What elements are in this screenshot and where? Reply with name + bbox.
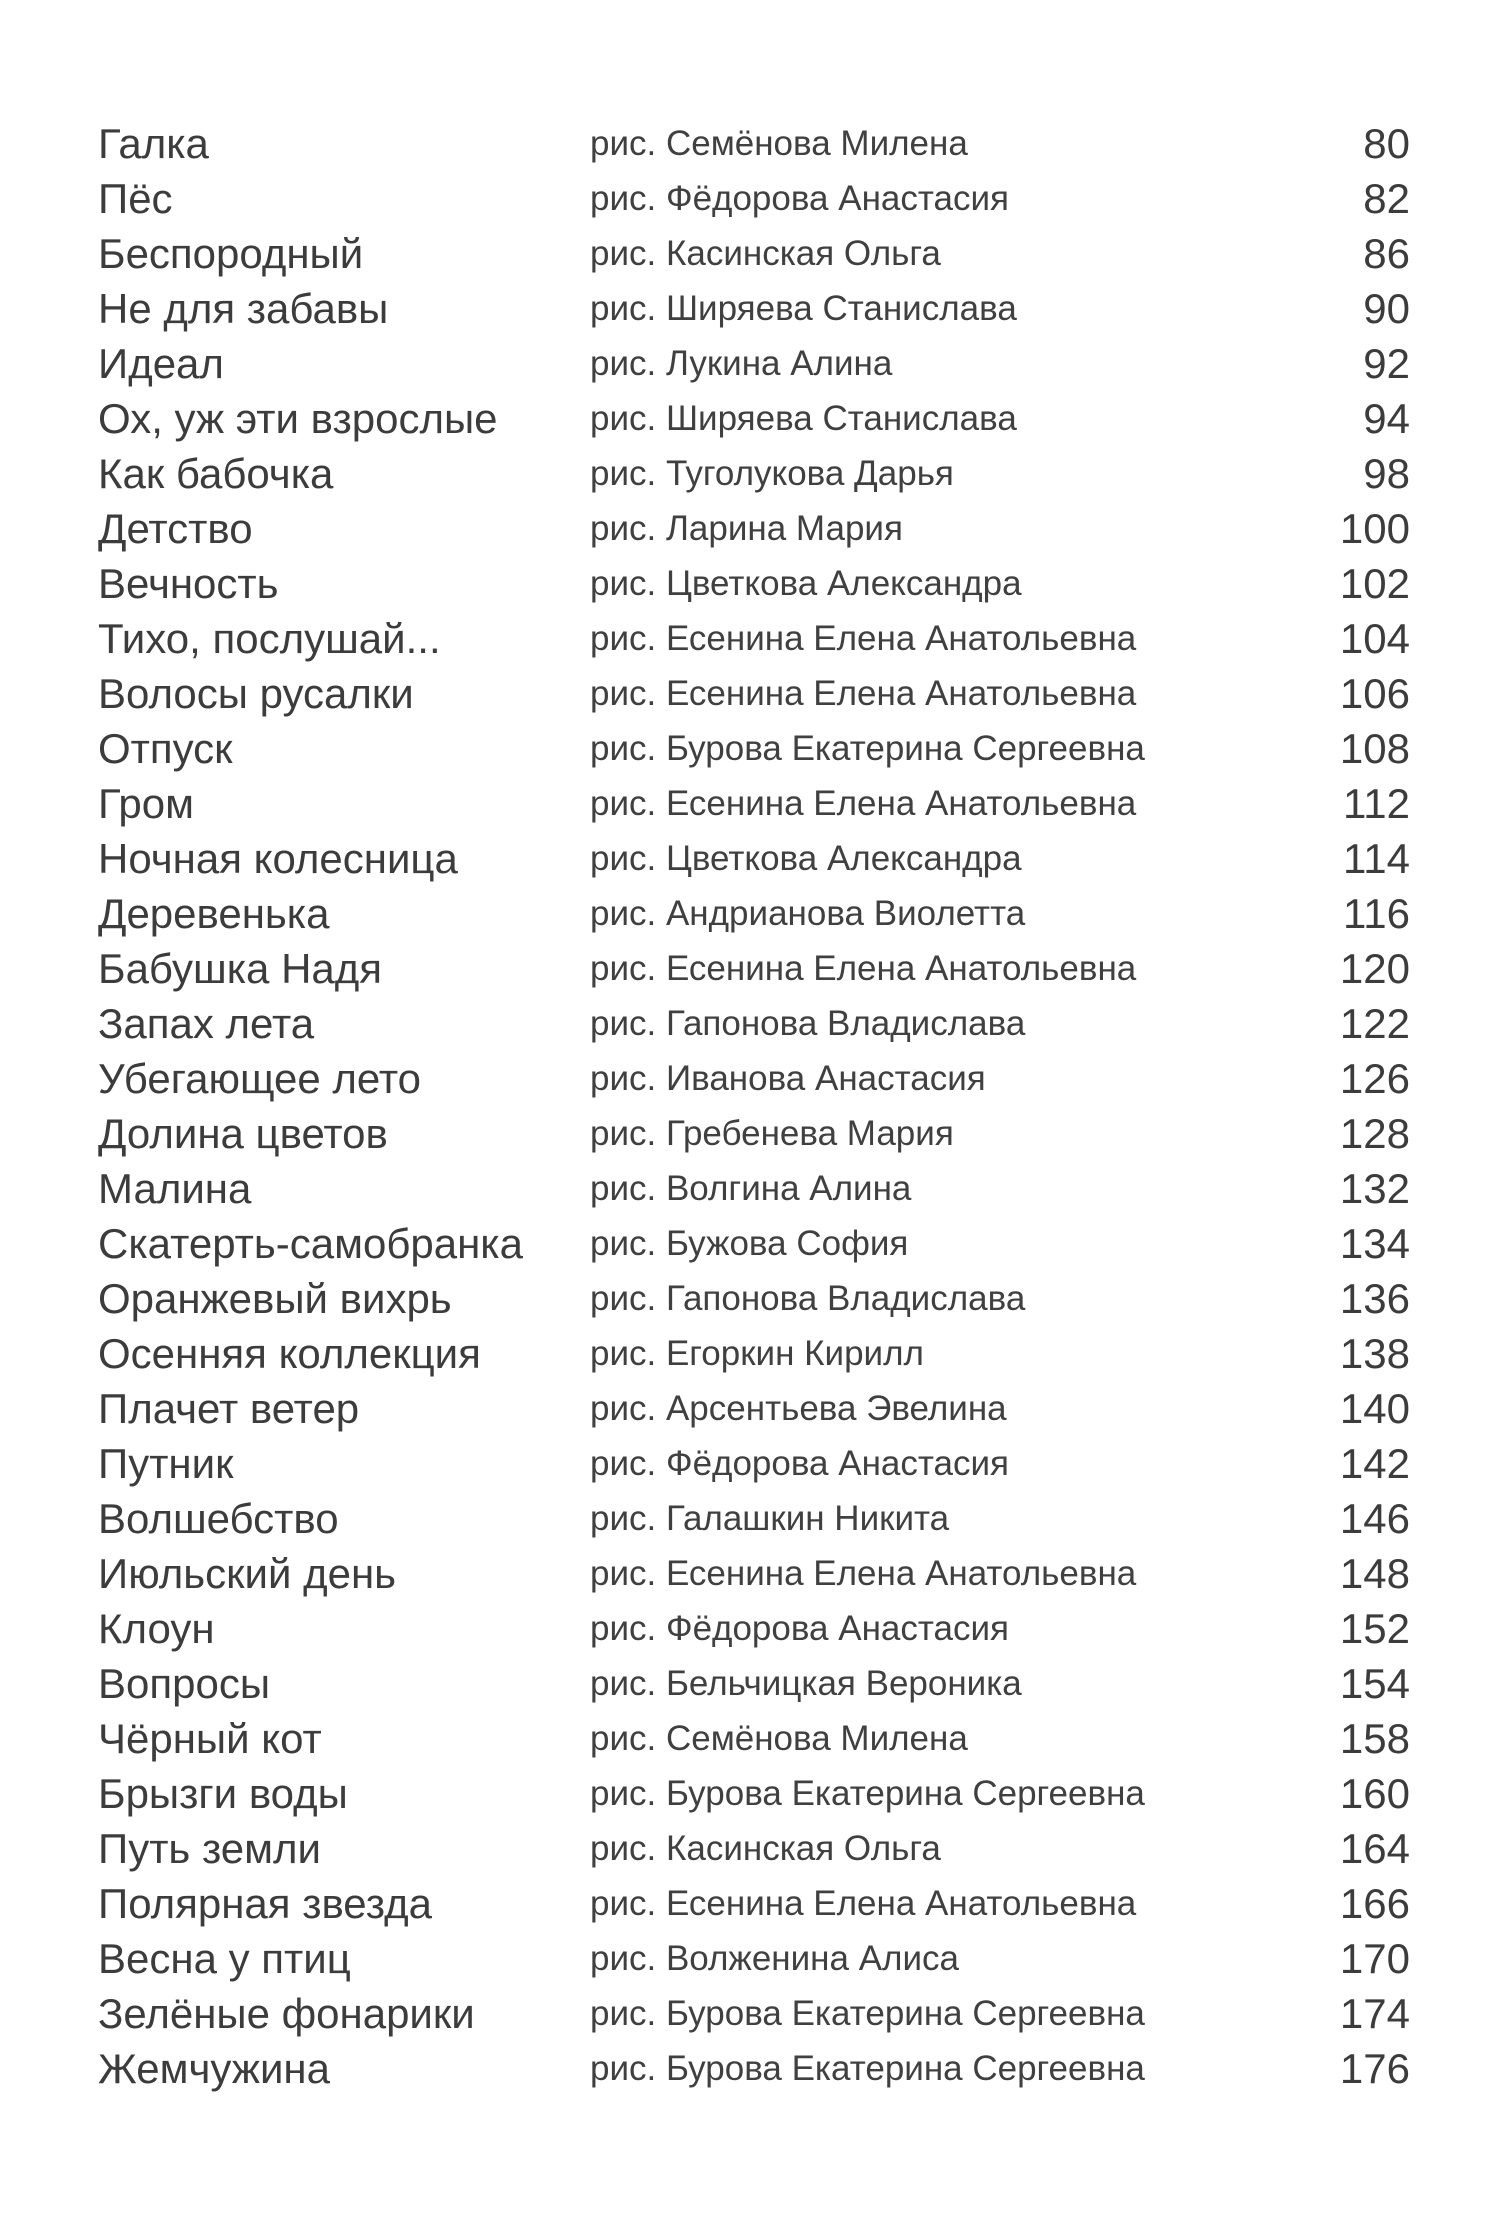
toc-entry-illustrator: рис. Есенина Елена Анатольевна	[590, 1554, 1137, 1593]
toc-entry	[98, 666, 1410, 721]
toc-entry-title: Беспородный	[98, 230, 364, 277]
toc-entry-title: Убегающее лето	[98, 1055, 422, 1102]
toc-entry-title: Детство	[98, 505, 253, 552]
toc-entry	[98, 226, 1410, 281]
toc-entry-page-number: 152	[1339, 1605, 1410, 1652]
toc-entry-page-number: 164	[1339, 1825, 1410, 1872]
toc-entry-title: Ночная колесница	[98, 835, 458, 882]
toc-entry	[98, 446, 1410, 501]
toc-entry-page-number: 106	[1339, 670, 1410, 717]
toc-entry	[98, 2041, 1410, 2096]
toc-entry	[98, 996, 1410, 1051]
toc-entry-illustrator: рис. Иванова Анастасия	[590, 1059, 986, 1098]
toc-entry-title: Зелёные фонарики	[98, 1990, 475, 2037]
toc-entry-illustrator: рис. Бурова Екатерина Сергеевна	[590, 1994, 1145, 2033]
toc-entry	[98, 1436, 1410, 1491]
toc-entry-page-number: 98	[1363, 450, 1410, 497]
toc-entry-illustrator: рис. Андрианова Виолетта	[590, 894, 1026, 933]
toc-entry-illustrator: рис. Бельчицкая Вероника	[590, 1664, 1022, 1703]
toc-entry	[98, 1216, 1410, 1271]
toc-entry-illustrator: рис. Касинская Ольга	[590, 1829, 941, 1868]
toc-entry	[98, 1931, 1410, 1986]
toc-entry	[98, 336, 1410, 391]
toc-entry-illustrator: рис. Волгина Алина	[590, 1169, 912, 1208]
toc-entry	[98, 1271, 1410, 1326]
toc-entry-illustrator: рис. Цветкова Александра	[590, 839, 1022, 878]
toc-entry	[98, 1546, 1410, 1601]
toc-entry-page-number: 166	[1339, 1880, 1410, 1927]
toc-entry-title: Вопросы	[98, 1660, 271, 1707]
toc-entry-illustrator: рис. Бужова София	[590, 1224, 909, 1263]
toc-entry-page-number: 132	[1339, 1165, 1410, 1212]
toc-entry-illustrator: рис. Гапонова Владислава	[590, 1279, 1026, 1318]
toc-entry	[98, 281, 1410, 336]
toc-entry-title: Вечность	[98, 560, 279, 607]
toc-entry-title: Запах лета	[98, 1000, 315, 1047]
toc-entry	[98, 831, 1410, 886]
toc-entry-title: Бабушка Надя	[98, 945, 383, 992]
toc-entry	[98, 1711, 1410, 1766]
toc-entry-page-number: 174	[1339, 1990, 1410, 2037]
toc-entry	[98, 941, 1410, 996]
toc-entry-illustrator: рис. Фёдорова Анастасия	[590, 179, 1009, 218]
toc-entry-title: Как бабочка	[98, 450, 334, 497]
toc-entry-page-number: 122	[1339, 1000, 1410, 1047]
toc-entry-page-number: 100	[1339, 505, 1410, 552]
toc-entry-title: Путник	[98, 1440, 234, 1487]
toc-entry-title: Гром	[98, 780, 194, 827]
toc-entry-page-number: 154	[1339, 1660, 1410, 1707]
toc-entry-page-number: 120	[1339, 945, 1410, 992]
toc-entry-title: Брызги воды	[98, 1770, 348, 1817]
toc-entry-title: Тихо, послушай...	[98, 615, 441, 662]
toc-entry-title: Идеал	[98, 340, 224, 387]
toc-entry-illustrator: рис. Егоркин Кирилл	[590, 1334, 924, 1373]
toc-entry-title: Плачет ветер	[98, 1385, 360, 1432]
toc-entry-illustrator: рис. Арсентьева Эвелина	[590, 1389, 1007, 1428]
toc-entry	[98, 501, 1410, 556]
toc-entry-illustrator: рис. Гребенева Мария	[590, 1114, 954, 1153]
toc-entry-illustrator: рис. Ширяева Станислава	[590, 399, 1017, 438]
toc-entry-title: Осенняя коллекция	[98, 1330, 481, 1377]
toc-entry-illustrator: рис. Есенина Елена Анатольевна	[590, 1884, 1137, 1923]
toc-entry-page-number: 140	[1339, 1385, 1410, 1432]
toc-entry-illustrator: рис. Галашкин Никита	[590, 1499, 950, 1538]
toc-entry-title: Путь земли	[98, 1825, 321, 1872]
toc-entry-page-number: 158	[1339, 1715, 1410, 1762]
toc-entry-title: Волосы русалки	[98, 670, 414, 717]
toc-entry	[98, 1161, 1410, 1216]
toc-entry	[98, 1986, 1410, 2041]
toc-entry-title: Июльский день	[98, 1550, 397, 1597]
toc-entry-illustrator: рис. Фёдорова Анастасия	[590, 1609, 1009, 1648]
toc-entry-page-number: 82	[1363, 175, 1410, 222]
toc-entry	[98, 1106, 1410, 1161]
toc-entry	[98, 721, 1410, 776]
toc-entry	[98, 1821, 1410, 1876]
toc-entry-illustrator: рис. Есенина Елена Анатольевна	[590, 674, 1137, 713]
toc-entry-page-number: 114	[1343, 835, 1410, 882]
toc-entry-title: Волшебство	[98, 1495, 339, 1542]
toc-entry	[98, 886, 1410, 941]
toc-entry-page-number: 138	[1339, 1330, 1410, 1377]
toc-entry-title: Отпуск	[98, 725, 233, 772]
toc-entry-page-number: 176	[1339, 2045, 1410, 2092]
toc-entry	[98, 776, 1410, 831]
toc-entry	[98, 116, 1410, 171]
toc-entry-illustrator: рис. Ширяева Станислава	[590, 289, 1017, 328]
toc-entry-illustrator: рис. Есенина Елена Анатольевна	[590, 949, 1137, 988]
toc-entry	[98, 1766, 1410, 1821]
toc-entry-illustrator: рис. Семёнова Милена	[590, 124, 968, 163]
toc-entry-page-number: 86	[1363, 230, 1410, 277]
toc-entry	[98, 1656, 1410, 1711]
toc-entry-page-number: 108	[1339, 725, 1410, 772]
toc-entry	[98, 1491, 1410, 1546]
toc-entry	[98, 1326, 1410, 1381]
toc-entry-title: Деревенька	[98, 890, 330, 937]
toc-entry-page-number: 136	[1339, 1275, 1410, 1322]
toc-entry-page-number: 146	[1339, 1495, 1410, 1542]
toc-entry-illustrator: рис. Ларина Мария	[590, 509, 903, 548]
toc-entry-title: Ох, уж эти взрослые	[98, 395, 498, 442]
toc-entry-illustrator: рис. Семёнова Милена	[590, 1719, 968, 1758]
toc-entry-page-number: 170	[1339, 1935, 1410, 1982]
toc-entry-title: Полярная звезда	[98, 1880, 432, 1927]
toc-entry-illustrator: рис. Цветкова Александра	[590, 564, 1022, 603]
toc-entry-page-number: 102	[1339, 560, 1410, 607]
toc-entry-page-number: 94	[1363, 395, 1410, 442]
toc-entry-page-number: 104	[1339, 615, 1410, 662]
toc-entry-illustrator: рис. Бурова Екатерина Сергеевна	[590, 2049, 1145, 2088]
toc-entry	[98, 1876, 1410, 1931]
table-of-contents	[98, 116, 1410, 2096]
toc-entry-page-number: 148	[1339, 1550, 1410, 1597]
toc-entry-illustrator: рис. Есенина Елена Анатольевна	[590, 619, 1137, 658]
toc-entry-illustrator: рис. Бурова Екатерина Сергеевна	[590, 729, 1145, 768]
toc-entry-illustrator: рис. Туголукова Дарья	[590, 454, 954, 493]
toc-entry	[98, 391, 1410, 446]
toc-entry	[98, 1601, 1410, 1656]
toc-entry-page-number: 80	[1363, 120, 1410, 167]
toc-entry-title: Малина	[98, 1165, 252, 1212]
toc-entry-page-number: 90	[1363, 285, 1410, 332]
toc-entry-title: Чёрный кот	[98, 1715, 322, 1762]
toc-entry	[98, 171, 1410, 226]
toc-entry	[98, 556, 1410, 611]
toc-entry-page-number: 126	[1339, 1055, 1410, 1102]
toc-entry-page-number: 142	[1339, 1440, 1410, 1487]
toc-entry-illustrator: рис. Есенина Елена Анатольевна	[590, 784, 1137, 823]
toc-entry-title: Оранжевый вихрь	[98, 1275, 452, 1322]
toc-entry-page-number: 128	[1339, 1110, 1410, 1157]
toc-entry-illustrator: рис. Волженина Алиса	[590, 1939, 959, 1978]
toc-entry-illustrator: рис. Фёдорова Анастасия	[590, 1444, 1009, 1483]
toc-entry-page-number: 92	[1363, 340, 1410, 387]
toc-entry-title: Галка	[98, 120, 209, 167]
toc-entry-title: Пёс	[98, 175, 173, 222]
toc-entry-page-number: 112	[1343, 780, 1410, 827]
toc-entry-illustrator: рис. Касинская Ольга	[590, 234, 941, 273]
toc-entry-page-number: 116	[1343, 890, 1410, 937]
toc-entry-page-number: 160	[1339, 1770, 1410, 1817]
toc-entry-title: Жемчужина	[98, 2045, 330, 2092]
toc-entry-illustrator: рис. Гапонова Владислава	[590, 1004, 1026, 1043]
toc-entry-illustrator: рис. Лукина Алина	[590, 344, 893, 383]
toc-entry-illustrator: рис. Бурова Екатерина Сергеевна	[590, 1774, 1145, 1813]
toc-entry	[98, 1051, 1410, 1106]
toc-entry	[98, 1381, 1410, 1436]
toc-entry-page-number: 134	[1339, 1220, 1410, 1267]
toc-entry-title: Весна у птиц	[98, 1935, 351, 1982]
toc-entry-title: Скатерть-самобранка	[98, 1220, 523, 1267]
toc-entry-title: Долина цветов	[98, 1110, 388, 1157]
toc-entry-title: Клоун	[98, 1605, 215, 1652]
toc-entry	[98, 611, 1410, 666]
toc-entry-title: Не для забавы	[98, 285, 389, 332]
